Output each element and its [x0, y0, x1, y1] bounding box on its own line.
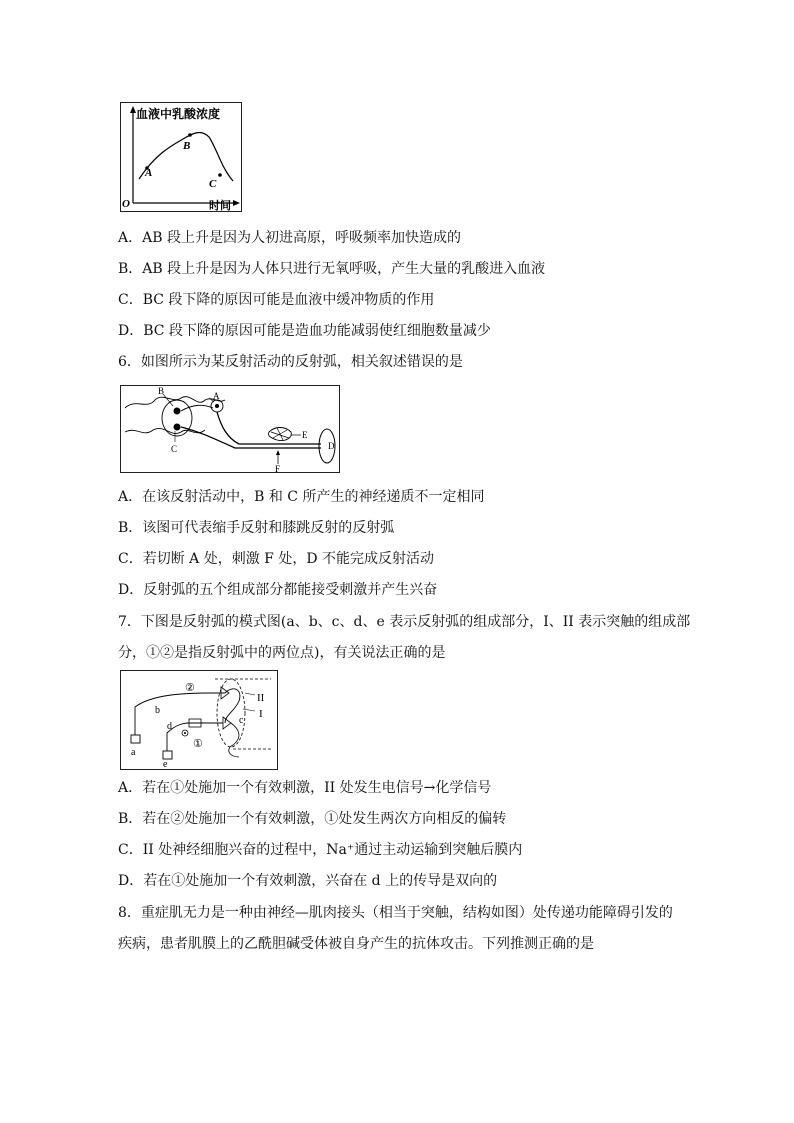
x-axis-label: 时间	[209, 200, 231, 211]
label-a: a	[131, 747, 136, 758]
label-b: b	[155, 705, 160, 716]
q5-option-d: D．BC 段下降的原因可能是造血功能减弱使红细胞数量减少	[118, 323, 491, 339]
point-b-label: B	[183, 140, 191, 152]
label-a: A	[213, 391, 220, 401]
label-c: c	[239, 715, 244, 726]
label-e: E	[302, 430, 308, 440]
label-c: C	[171, 444, 178, 454]
q7-option-c: C．II 处神经细胞兴奋的过程中，Na⁺通过主动运输到突触后膜内	[118, 842, 523, 858]
q6-option-b: B．该图可代表缩手反射和膝跳反射的反射弧	[118, 520, 395, 536]
q7-option-a: A．若在①处施加一个有效刺激，II 处发生电信号→化学信号	[118, 780, 492, 796]
q6-option-a: A．在该反射活动中，B 和 C 所产生的神经递质不一定相同	[118, 489, 485, 505]
label-b: B	[158, 386, 165, 396]
q7-stem-line1: 7．下图是反射弧的模式图(a、b、c、d、e 表示反射弧的组成部分，I、II 表示突触的组成部	[118, 614, 691, 630]
point-a-label: A	[145, 167, 153, 179]
q7-option-b: B．若在②处施加一个有效刺激，①处发生两次方向相反的偏转	[118, 811, 507, 827]
reflex-schematic-diagram	[121, 671, 277, 769]
reflex-arc-diagram	[121, 386, 339, 472]
reflex-arc-figure	[120, 385, 340, 473]
lactate-figure	[120, 102, 242, 212]
q8-stem-line1: 8．重症肌无力是一种由神经—肌肉接头（相当于突触，结构如图）处传递功能障碍引发的	[118, 905, 673, 921]
label-ii: II	[257, 692, 265, 704]
q6-option-d: D．反射弧的五个组成部分都能接受刺激并产生兴奋	[118, 582, 438, 598]
q5-option-c: C．BC 段下降的原因可能是血液中缓冲物质的作用	[118, 292, 435, 308]
q7-option-d: D．若在①处施加一个有效刺激，兴奋在 d 上的传导是双向的	[118, 873, 498, 889]
label-e: e	[163, 759, 168, 769]
q5-option-a: A．AB 段上升是因为人初进高原，呼吸频率加快造成的	[118, 230, 461, 246]
q6-option-c: C．若切断 A 处，刺激 F 处，D 不能完成反射活动	[118, 551, 435, 567]
label-d: d	[167, 721, 172, 732]
label-i: I	[259, 708, 263, 720]
point-2-label: ②	[185, 682, 195, 694]
point-c-label: C	[209, 178, 217, 190]
point-1-label: ①	[193, 738, 203, 750]
q5-option-b: B．AB 段上升是因为人体只进行无氧呼吸，产生大量的乳酸进入血液	[118, 261, 546, 277]
origin-label: O	[122, 198, 130, 210]
y-axis-label: 血液中乳酸浓度	[136, 107, 221, 121]
q7-stem-line2: 分，①②是指反射弧中的两位点)，有关说法正确的是	[118, 645, 446, 661]
lactate-graph	[121, 103, 241, 211]
q8-stem-line2: 疾病，患者肌膜上的乙酰胆碱受体被自身产生的抗体攻击。下列推测正确的是	[118, 936, 594, 952]
reflex-schematic-figure	[120, 670, 278, 770]
q6-stem: 6．如图所示为某反射活动的反射弧，相关叙述错误的是	[118, 354, 463, 370]
label-f: F	[275, 464, 281, 472]
label-d: D	[328, 441, 335, 451]
